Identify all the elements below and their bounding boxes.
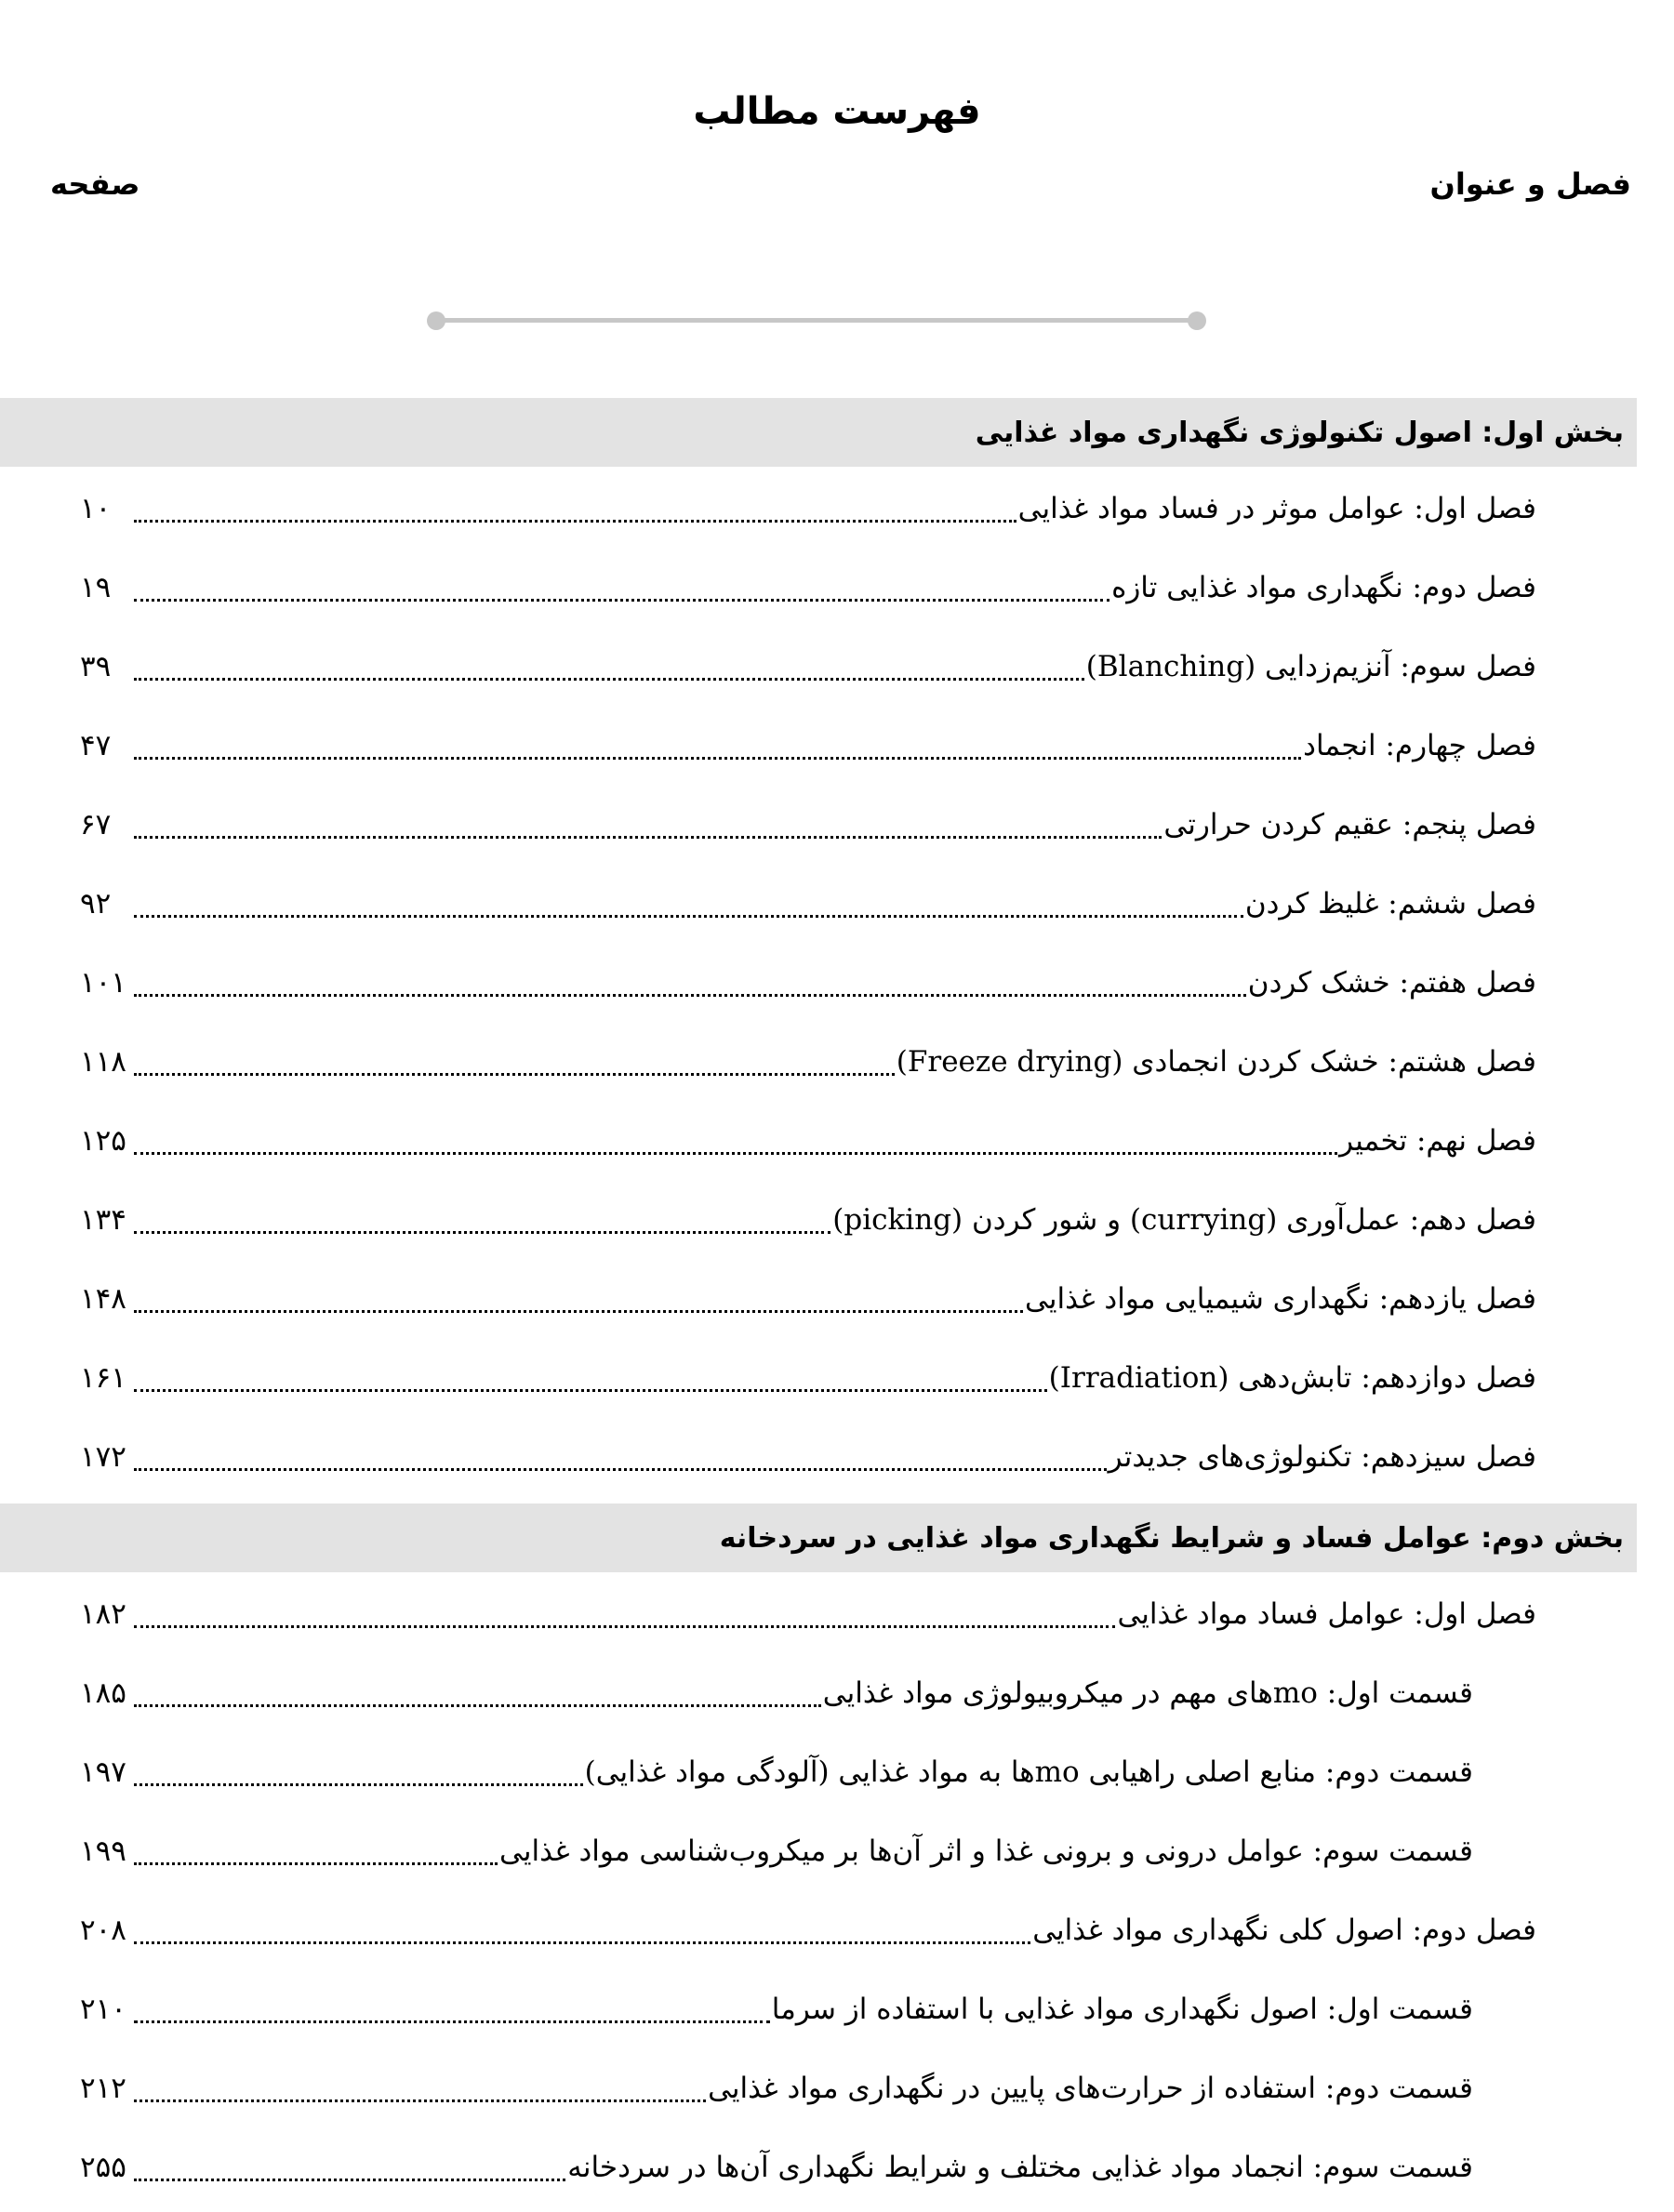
- toc-entry-page: ۱۷۲: [80, 1440, 126, 1474]
- toc-entry-page: ۱۳۴: [80, 1203, 126, 1237]
- toc-subentry[interactable]: [80, 1664, 1473, 1716]
- toc-entry[interactable]: [80, 559, 1536, 611]
- page-title: فهرست مطالب: [693, 90, 981, 133]
- toc-entry-page: ۱۸۵: [80, 1676, 126, 1710]
- toc-entry[interactable]: [80, 1112, 1536, 1164]
- toc-entry-page: ۱۶۱: [80, 1361, 126, 1395]
- dot-leader: [134, 1231, 830, 1234]
- divider-dot-left: [427, 311, 445, 330]
- toc-entry-title: فصل پنجم: عقیم کردن حرارتی: [1163, 808, 1536, 841]
- toc-entry[interactable]: [80, 875, 1536, 927]
- toc-entry-title: فصل ششم: غلیظ کردن: [1244, 887, 1536, 921]
- dot-leader: [134, 836, 1162, 839]
- toc-entry-title: قسمت دوم: استفاده از حرارت‌های پایین در نگهداری مواد غذایی: [708, 2072, 1473, 2105]
- toc-entry[interactable]: [80, 1349, 1536, 1401]
- dot-leader: [134, 2099, 706, 2102]
- dot-leader: [134, 1704, 821, 1707]
- toc-entry[interactable]: [80, 1901, 1536, 1954]
- toc-entry-title: قسمت سوم: انجماد مواد غذایی مختلف و شرایط نگهداری آن‌ها در سردخانه: [567, 2151, 1473, 2184]
- toc-entry[interactable]: [80, 1585, 1536, 1637]
- toc-entry[interactable]: [80, 1428, 1536, 1480]
- dot-leader: [134, 1862, 498, 1865]
- toc-entry-title: فصل یازدهم: نگهداری شیمیایی مواد غذایی: [1025, 1282, 1536, 1316]
- toc-entry-page: ۳۹: [80, 650, 112, 683]
- toc-entry-page: ۲۱۲: [80, 2072, 126, 2105]
- dot-leader: [134, 2179, 565, 2181]
- dot-leader: [134, 678, 1084, 681]
- toc-entry-title: قسمت اول: moهای مهم در میکروبیولوژی مواد غذایی: [822, 1676, 1473, 1710]
- toc-entry-title: فصل هفتم: خشک کردن: [1247, 966, 1536, 1000]
- toc-entry-title: فصل دهم: عمل‌آوری (currying) و شور کردن (picking): [832, 1203, 1536, 1237]
- toc-subentry[interactable]: [80, 1743, 1473, 1795]
- toc-entry-page: ۲۰۸: [80, 1914, 126, 1947]
- divider-line: [436, 318, 1197, 323]
- column-header-page: صفحه: [50, 166, 140, 202]
- toc-entry-title: فصل دوم: اصول کلی نگهداری مواد غذایی: [1032, 1914, 1536, 1947]
- toc-entry[interactable]: [80, 796, 1536, 848]
- toc-entry-title: فصل نهم: تخمیر: [1339, 1124, 1536, 1158]
- toc-entry[interactable]: [80, 638, 1536, 690]
- toc-entry-title: فصل دوم: نگهداری مواد غذایی تازه: [1111, 571, 1536, 604]
- toc-entry-page: ۱۱۸: [80, 1045, 126, 1079]
- dot-leader: [134, 1941, 1030, 1944]
- dot-leader: [134, 1073, 895, 1076]
- toc-entry[interactable]: [80, 480, 1536, 532]
- toc-entry-page: ۱۲۵: [80, 1124, 126, 1158]
- toc-entry[interactable]: [80, 1191, 1536, 1243]
- dot-leader: [134, 1783, 583, 1786]
- toc-entry[interactable]: [80, 717, 1536, 769]
- dot-leader: [134, 994, 1246, 997]
- toc-subentry[interactable]: [80, 2060, 1473, 2112]
- toc-entry-page: ۱۴۸: [80, 1282, 126, 1316]
- toc-entry-title: فصل هشتم: خشک کردن انجمادی (Freeze drying): [896, 1045, 1536, 1079]
- toc-entry-page: ۱۰۱: [80, 966, 126, 1000]
- part-heading: بخش اول: اصول تکنولوژی نگهداری مواد غذایی: [0, 398, 1637, 467]
- toc-entry-page: ۱۸۲: [80, 1597, 126, 1631]
- toc-entry-page: ۱۹: [80, 571, 112, 604]
- dot-leader: [134, 2020, 770, 2023]
- toc-entry-title: قسمت دوم: منابع اصلی راهیابی moها به مواد غذایی (آلودگی مواد غذایی): [584, 1755, 1473, 1789]
- toc-entry-title: فصل اول: عوامل موثر در فساد مواد غذایی: [1017, 492, 1536, 525]
- part-heading: بخش دوم: عوامل فساد و شرایط نگهداری مواد غذایی در سردخانه: [0, 1503, 1637, 1572]
- toc-entry-page: ۴۷: [80, 729, 112, 762]
- toc-entry[interactable]: [80, 1033, 1536, 1085]
- dot-leader: [134, 757, 1301, 760]
- dot-leader: [134, 1468, 1107, 1471]
- dot-leader: [134, 1310, 1023, 1313]
- dot-leader: [134, 520, 1016, 523]
- column-header-chapter-title: فصل و عنوان: [1429, 166, 1631, 202]
- toc-entry[interactable]: [80, 954, 1536, 1006]
- toc-entry-title: فصل سوم: آنزیم‌زدایی (Blanching): [1085, 650, 1536, 683]
- toc-entry-title: فصل دوازدهم: تابش‌دهی (Irradiation): [1048, 1361, 1536, 1395]
- toc-entry-page: ۹۲: [80, 887, 112, 921]
- toc-entry-title: قسمت اول: اصول نگهداری مواد غذایی با استفاده از سرما: [771, 1993, 1473, 2026]
- toc-subentry[interactable]: [80, 1822, 1473, 1874]
- toc-subentry[interactable]: [80, 1980, 1473, 2033]
- toc-entry-page: ۶۷: [80, 808, 112, 841]
- divider-dot-right: [1188, 311, 1206, 330]
- dot-leader: [134, 1389, 1047, 1392]
- dot-leader: [134, 599, 1109, 602]
- decorative-divider: [427, 316, 1206, 324]
- toc-entry-page: ۱۰: [80, 492, 112, 525]
- toc-subentry[interactable]: [80, 2139, 1473, 2191]
- toc-entry-page: ۱۹۹: [80, 1835, 126, 1868]
- toc-entry-page: ۲۵۵: [80, 2151, 126, 2184]
- toc-entry-title: فصل چهارم: انجماد: [1303, 729, 1536, 762]
- dot-leader: [134, 1152, 1337, 1155]
- toc-entry-title: فصل سیزدهم: تکنولوژی‌های جدیدتر: [1108, 1440, 1536, 1474]
- toc-entry[interactable]: [80, 1270, 1536, 1322]
- dot-leader: [134, 915, 1243, 918]
- toc-entry-title: قسمت سوم: عوامل درونی و برونی غذا و اثر آن‌ها بر میکروب‌شناسی مواد غذایی: [499, 1835, 1473, 1868]
- toc-entry-page: ۲۱۰: [80, 1993, 126, 2026]
- toc-entry-title: فصل اول: عوامل فساد مواد غذایی: [1117, 1597, 1536, 1631]
- toc-entry-page: ۱۹۷: [80, 1755, 126, 1789]
- dot-leader: [134, 1625, 1115, 1628]
